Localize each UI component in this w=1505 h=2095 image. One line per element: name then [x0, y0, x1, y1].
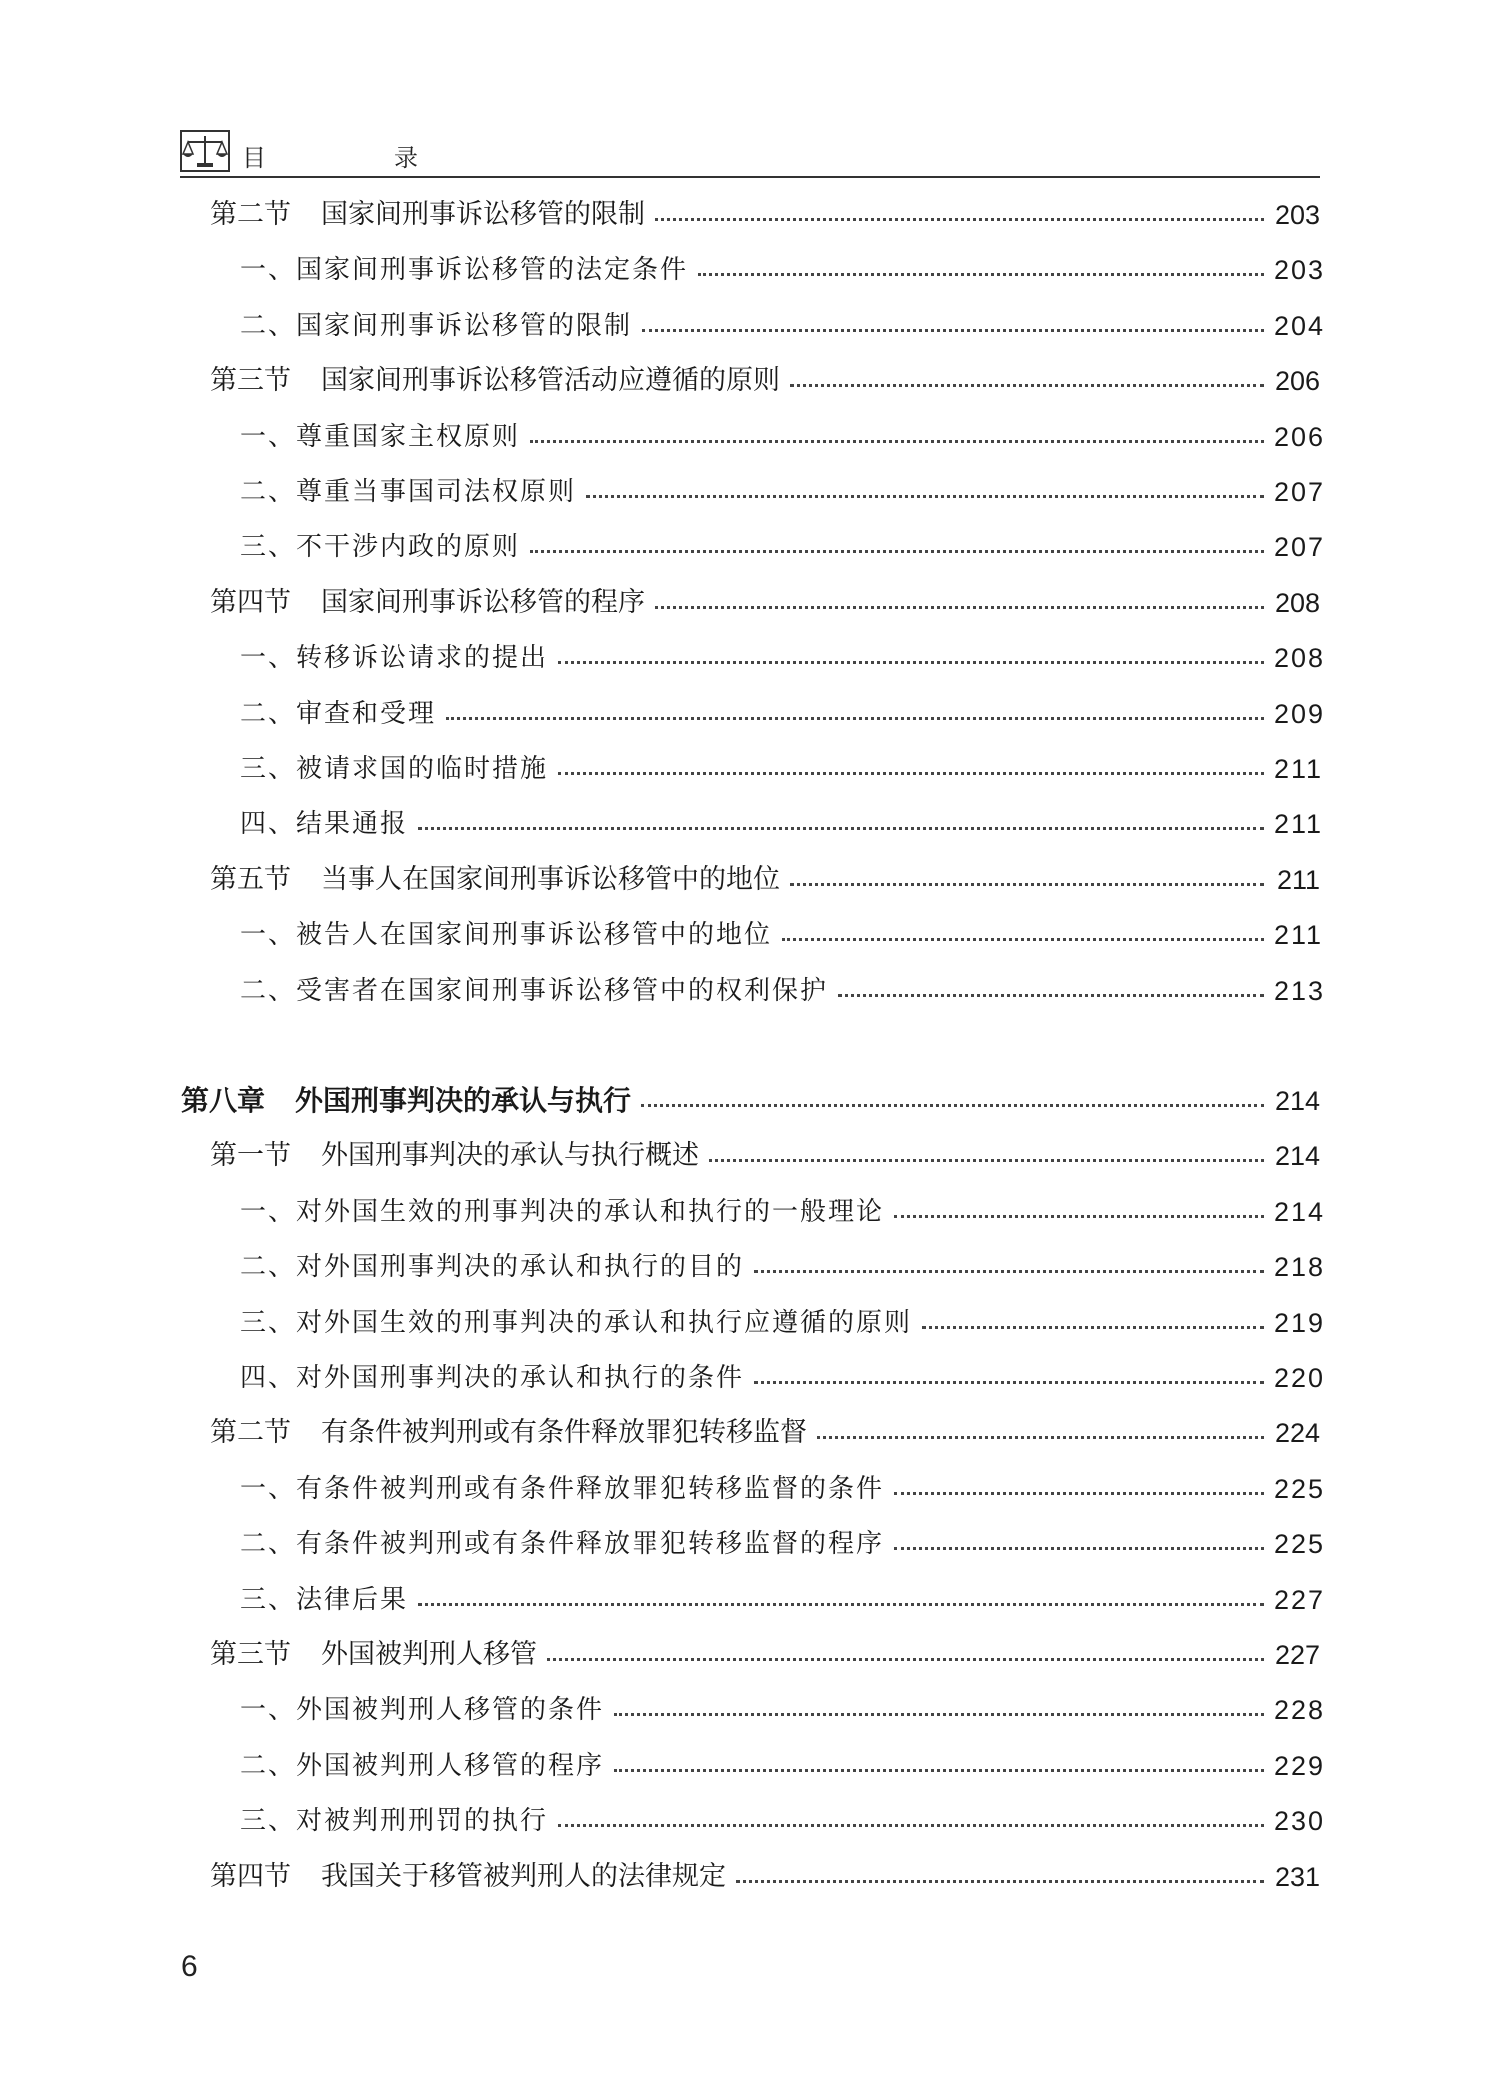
toc-entry-page: 227	[1274, 1640, 1320, 1670]
toc-entry-title: 外国刑事判决的承认与执行	[295, 1084, 632, 1117]
dot-leader	[558, 772, 1264, 775]
toc-entry-label: 一、国家间刑事诉讼移管的法定条件	[240, 255, 689, 285]
toc-entry-label: 第三节 外国被判刑人移管	[210, 1639, 537, 1670]
toc-entry-item[interactable]	[240, 971, 1326, 1011]
toc-entry-title: 当事人在国家间刑事诉讼移管中的地位	[321, 864, 780, 895]
toc-entry-page: 220	[1274, 1363, 1326, 1393]
toc-entry-item[interactable]	[240, 638, 1326, 678]
dot-leader	[754, 1270, 1264, 1273]
dot-leader	[790, 883, 1264, 886]
toc-entry-page: 207	[1274, 477, 1326, 507]
dot-leader	[655, 606, 1264, 609]
dot-leader	[418, 1603, 1264, 1606]
toc-entry-section[interactable]	[210, 1413, 1320, 1453]
toc-entry-label: 一、被告人在国家间刑事诉讼移管中的地位	[240, 920, 773, 950]
toc-entry-label: 二、受害者在国家间刑事诉讼移管中的权利保护	[240, 976, 829, 1006]
dot-leader	[698, 273, 1264, 276]
dot-leader	[922, 1326, 1264, 1329]
toc-entry-page: 207	[1274, 532, 1326, 562]
toc-entry-page: 229	[1274, 1751, 1326, 1781]
toc-entry-label: 第二节 国家间刑事诉讼移管的限制	[210, 199, 645, 230]
toc-entry-page: 203	[1274, 255, 1326, 285]
toc-entry-item[interactable]	[240, 1192, 1326, 1232]
toc-entry-label: 一、对外国生效的刑事判决的承认和执行的一般理论	[240, 1197, 885, 1227]
toc-entry-label: 二、对外国刑事判决的承认和执行的目的	[240, 1252, 745, 1282]
toc-entry-page: 214	[1274, 1086, 1320, 1116]
toc-entry-page: 211	[1276, 865, 1320, 895]
toc-entry-label: 第四节 国家间刑事诉讼移管的程序	[210, 587, 645, 618]
header-title: 目 录	[242, 144, 470, 172]
toc-entry-page: 213	[1274, 976, 1326, 1006]
toc-entry-label: 三、对被判刑刑罚的执行	[240, 1806, 549, 1836]
page-number: 6	[181, 1950, 198, 1983]
toc-entry-item[interactable]	[240, 1524, 1326, 1564]
dot-leader	[558, 661, 1264, 664]
toc-entry-page: 219	[1274, 1308, 1326, 1338]
dot-leader	[782, 938, 1264, 941]
toc-entry-page: 214	[1274, 1141, 1320, 1171]
toc-entry-page: 228	[1274, 1695, 1326, 1725]
toc-entry-title: 国家间刑事诉讼移管的程序	[321, 587, 645, 618]
dot-leader	[446, 717, 1264, 720]
toc-entry-label: 第四节 我国关于移管被判刑人的法律规定	[210, 1861, 726, 1892]
dot-leader	[838, 994, 1264, 997]
toc-entry-item[interactable]	[240, 1746, 1326, 1786]
toc-entry-page: 225	[1274, 1529, 1326, 1559]
toc-entry-item[interactable]	[240, 1358, 1326, 1398]
toc-entry-section[interactable]	[210, 583, 1320, 623]
dot-leader	[614, 1713, 1264, 1716]
toc-entry-label: 二、审查和受理	[240, 699, 437, 729]
toc-entry-item[interactable]	[240, 417, 1326, 457]
dot-leader	[736, 1880, 1264, 1883]
toc-entry-section[interactable]	[210, 860, 1320, 900]
dot-leader	[709, 1159, 1264, 1162]
toc-entry-section[interactable]	[210, 361, 1320, 401]
toc-entry-label: 二、尊重当事国司法权原则	[240, 477, 577, 507]
toc-entry-label: 四、对外国刑事判决的承认和执行的条件	[240, 1363, 745, 1393]
toc-entry-page: 211	[1274, 754, 1324, 784]
dot-leader	[754, 1381, 1264, 1384]
toc-entry-label: 第三节 国家间刑事诉讼移管活动应遵循的原则	[210, 365, 780, 396]
dot-leader	[894, 1492, 1264, 1495]
toc-entry-page: 218	[1274, 1252, 1326, 1282]
toc-entry-page: 211	[1274, 920, 1324, 950]
dot-leader	[655, 218, 1264, 221]
toc-entry-item[interactable]	[240, 1247, 1326, 1287]
dot-leader	[641, 1104, 1264, 1107]
toc-entry-item[interactable]	[240, 1303, 1326, 1343]
toc-entry-label: 第八章 外国刑事判决的承认与执行	[181, 1084, 632, 1117]
dot-leader	[547, 1658, 1264, 1661]
toc-entry-label: 二、外国被判刑人移管的程序	[240, 1751, 605, 1781]
toc-entry-page: 209	[1274, 699, 1326, 729]
toc-entry-item[interactable]	[240, 1801, 1326, 1841]
toc-entry-item[interactable]	[240, 472, 1326, 512]
toc-entry-section[interactable]	[210, 1635, 1320, 1675]
toc-entry-section[interactable]	[210, 1857, 1320, 1897]
toc-entry-label: 二、有条件被判刑或有条件释放罪犯转移监督的程序	[240, 1529, 885, 1559]
toc-entry-page: 225	[1274, 1474, 1326, 1504]
toc-entry-label: 二、国家间刑事诉讼移管的限制	[240, 311, 633, 341]
toc-entry-label: 一、转移诉讼请求的提出	[240, 643, 549, 673]
toc-entry-label: 第二节 有条件被判刑或有条件释放罪犯转移监督	[210, 1417, 807, 1448]
toc-entry-title: 外国刑事判决的承认与执行概述	[321, 1140, 699, 1171]
dot-leader	[418, 827, 1264, 830]
dot-leader	[817, 1436, 1264, 1439]
toc-entry-label: 三、对外国生效的刑事判决的承认和执行应遵循的原则	[240, 1308, 913, 1338]
toc-entry-title: 外国被判刑人移管	[321, 1639, 537, 1670]
toc-entry-page: 214	[1274, 1197, 1326, 1227]
toc-entry-label: 三、被请求国的临时措施	[240, 754, 549, 784]
dot-leader	[530, 440, 1264, 443]
toc-entry-section[interactable]	[210, 195, 1320, 235]
toc-entry-page: 203	[1274, 200, 1320, 230]
dot-leader	[790, 384, 1264, 387]
toc-entry-chapter[interactable]	[181, 1081, 1320, 1121]
dot-leader	[642, 329, 1264, 332]
toc-entry-title: 我国关于移管被判刑人的法律规定	[321, 1861, 726, 1892]
toc-entry-item[interactable]	[240, 1469, 1326, 1509]
toc-entry-section[interactable]	[210, 1136, 1320, 1176]
toc-entry-item[interactable]	[240, 306, 1326, 346]
dot-leader	[530, 550, 1264, 553]
toc-entry-page: 206	[1274, 366, 1320, 396]
toc-entry-label: 第一节 外国刑事判决的承认与执行概述	[210, 1140, 699, 1171]
dot-leader	[894, 1215, 1264, 1218]
toc-entry-page: 204	[1274, 311, 1326, 341]
toc-entry-page: 231	[1274, 1862, 1320, 1892]
toc-entry-label: 第五节 当事人在国家间刑事诉讼移管中的地位	[210, 864, 780, 895]
toc-entry-label: 三、法律后果	[240, 1585, 409, 1615]
toc-entry-label: 一、外国被判刑人移管的条件	[240, 1695, 605, 1725]
toc-entry-item[interactable]	[240, 804, 1324, 844]
toc-entry-page: 208	[1274, 643, 1326, 673]
toc-entry-item[interactable]	[240, 749, 1324, 789]
toc-entry-label: 四、结果通报	[240, 809, 409, 839]
toc-entry-item[interactable]	[240, 694, 1326, 734]
toc-entry-item[interactable]	[240, 527, 1326, 567]
toc-entry-label: 一、有条件被判刑或有条件释放罪犯转移监督的条件	[240, 1474, 885, 1504]
toc-entry-page: 208	[1274, 588, 1320, 618]
toc-entry-title: 国家间刑事诉讼移管的限制	[321, 199, 645, 230]
toc-entry-page: 211	[1274, 809, 1324, 839]
toc-entry-page: 224	[1274, 1418, 1320, 1448]
dot-leader	[894, 1547, 1264, 1550]
toc-entry-page: 227	[1274, 1585, 1326, 1615]
toc-entry-label: 一、尊重国家主权原则	[240, 422, 521, 452]
dot-leader	[558, 1824, 1264, 1827]
toc-entry-page: 206	[1274, 422, 1326, 452]
toc-entry-item[interactable]	[240, 1690, 1326, 1730]
toc-entry-label: 三、不干涉内政的原则	[240, 532, 521, 562]
toc-entry-item[interactable]	[240, 915, 1324, 955]
toc-entry-title: 有条件被判刑或有条件释放罪犯转移监督	[321, 1417, 807, 1448]
toc-entry-item[interactable]	[240, 250, 1326, 290]
dot-leader	[614, 1769, 1264, 1772]
toc-entry-item[interactable]	[240, 1580, 1326, 1620]
toc-entry-page: 230	[1274, 1806, 1326, 1836]
toc-entry-title: 国家间刑事诉讼移管活动应遵循的原则	[321, 365, 780, 396]
dot-leader	[586, 495, 1264, 498]
